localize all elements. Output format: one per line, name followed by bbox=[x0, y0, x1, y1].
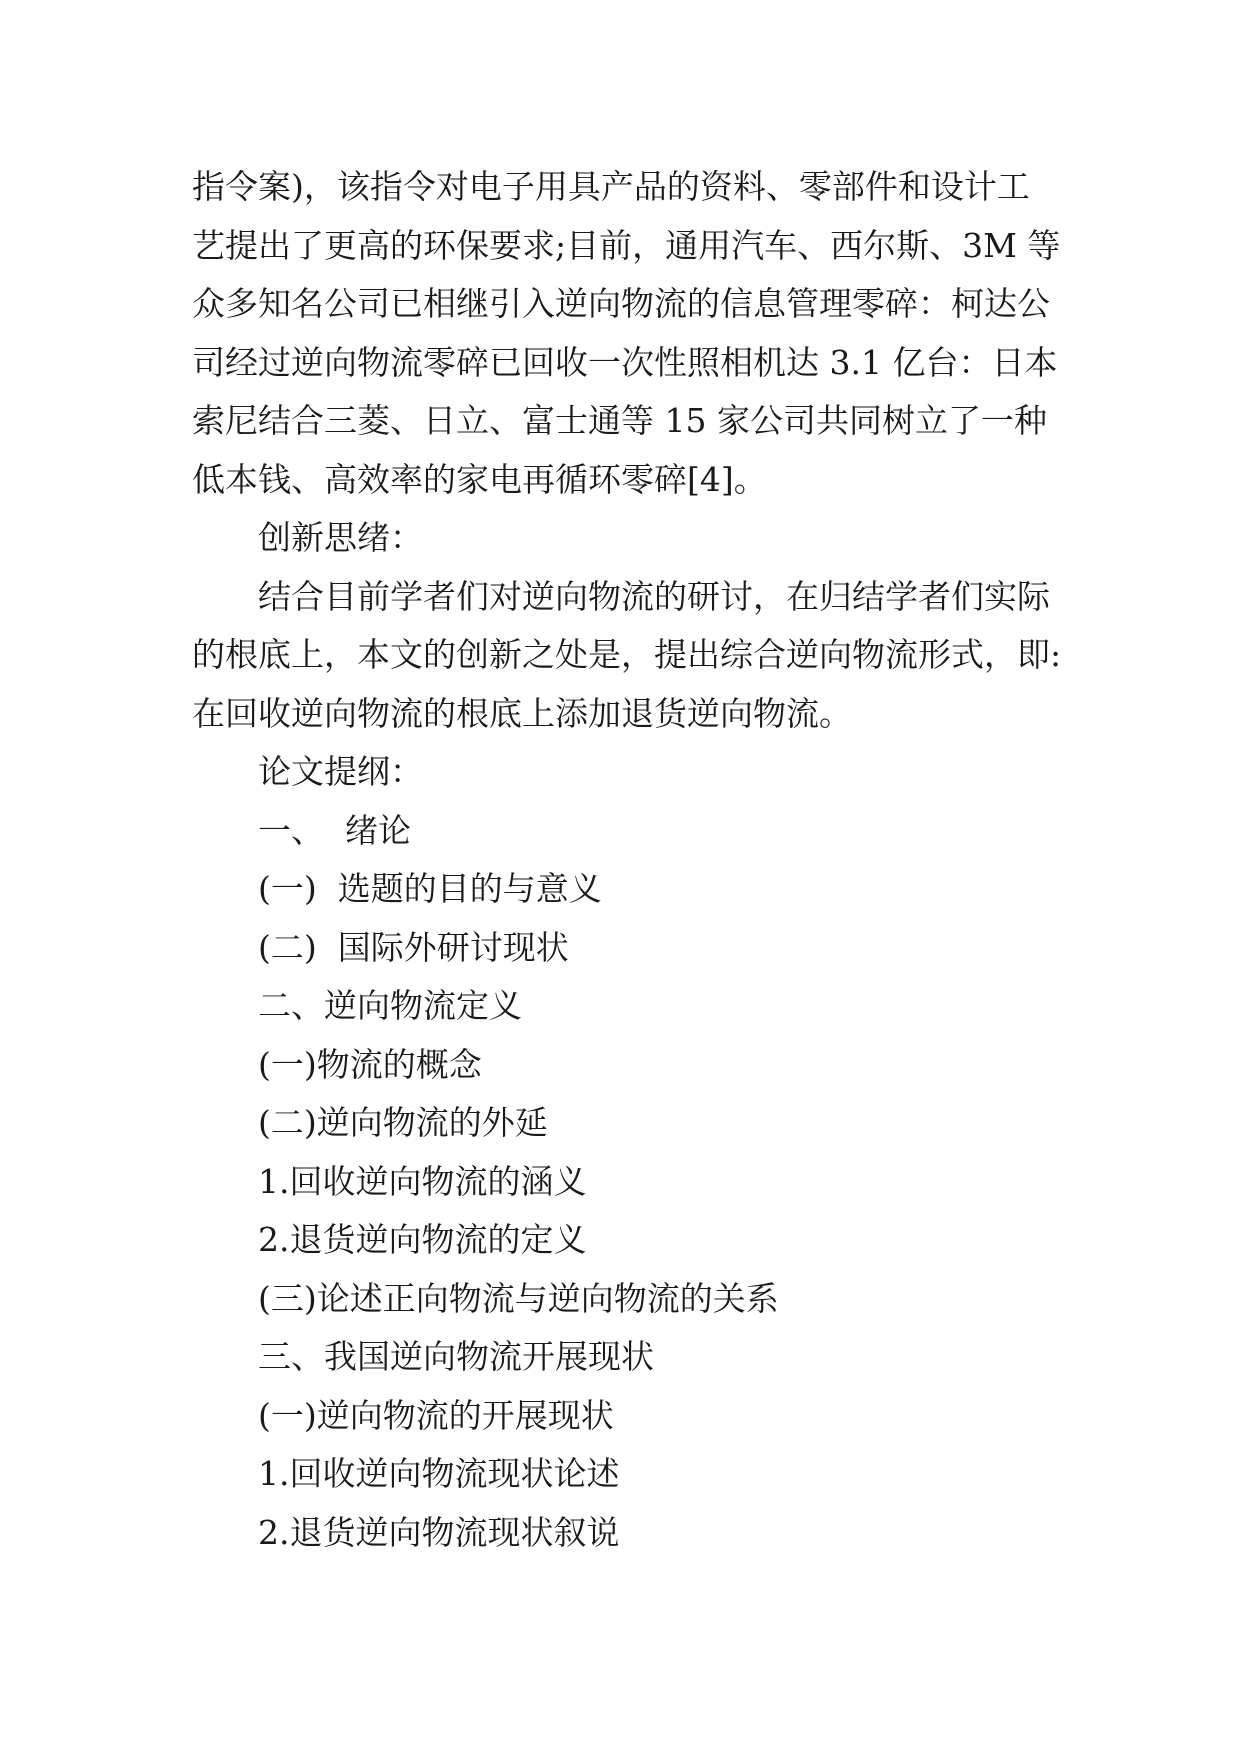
innovation-paragraph bbox=[192, 568, 1062, 744]
text-line: 指令案)，该指令对电子用具产品的资料、零部件和设计工 bbox=[192, 167, 1030, 206]
outline-item: 一、 绪论 bbox=[258, 810, 411, 850]
text-line: 结合目前学者们对逆向物流的研讨，在归结学者们实际 bbox=[258, 576, 1050, 616]
text-line: 在回收逆向物流的根底上添加退货逆向物流。 bbox=[192, 693, 852, 733]
text-line: 艺提出了更高的环保要求;目前，通用汽车、西尔斯、3M 等 bbox=[192, 225, 1061, 265]
outline-list bbox=[192, 802, 1050, 1563]
outline-item: (一)逆向物流的开展现状 bbox=[258, 1395, 614, 1435]
outline-item: (二)逆向物流的外延 bbox=[258, 1103, 548, 1142]
outline-item: 2.退货逆向物流现状叙说 bbox=[258, 1512, 620, 1552]
outline-item: (二) 国际外研讨现状 bbox=[258, 927, 569, 967]
text-line: 索尼结合三菱、日立、富士通等 15 家公司共同树立了一种 bbox=[192, 401, 1047, 440]
outline-item: 1.回收逆向物流的涵义 bbox=[258, 1161, 587, 1201]
text-line: 的根底上，本文的创新之处是，提出综合逆向物流形式，即: bbox=[192, 635, 1062, 674]
document-page bbox=[192, 158, 1062, 1562]
intro-paragraph bbox=[192, 158, 1061, 509]
outline-item: 二、逆向物流定义 bbox=[258, 986, 522, 1025]
text-line: 低本钱、高效率的家电再循环零碎[4]。 bbox=[192, 459, 767, 499]
innovation-heading: 创新思绪： bbox=[258, 518, 423, 557]
outline-item: (三)论述正向物流与逆向物流的关系 bbox=[258, 1278, 779, 1318]
text-line: 司经过逆向物流零碎已回收一次性照相机达 3.1 亿台：日本 bbox=[192, 342, 1058, 382]
outline-item: (一)物流的概念 bbox=[258, 1044, 482, 1084]
outline-item: 三、我国逆向物流开展现状 bbox=[258, 1337, 654, 1376]
outline-heading: 论文提纲： bbox=[258, 752, 423, 791]
text-line: 众多知名公司已相继引入逆向物流的信息管理零碎：柯达公 bbox=[192, 284, 1050, 323]
outline-item: (一) 选题的目的与意义 bbox=[258, 869, 602, 908]
outline-item: 2.退货逆向物流的定义 bbox=[258, 1220, 587, 1259]
outline-item: 1.回收逆向物流现状论述 bbox=[258, 1454, 620, 1493]
